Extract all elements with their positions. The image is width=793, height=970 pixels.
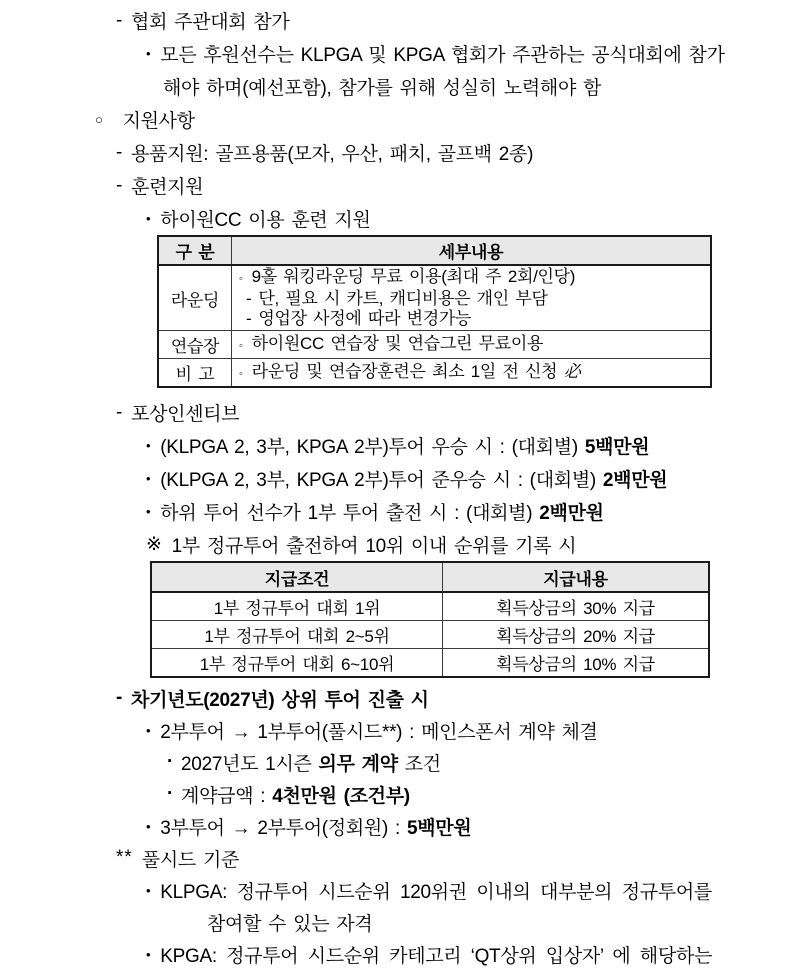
text-segment: 용품지원: 골프용품(모자, 우산, 패치, 골프백 2종)	[131, 144, 534, 165]
bullet-marker: •	[146, 438, 151, 453]
section-participation-and-support	[0, 4, 793, 235]
star2-marker: **	[116, 847, 133, 868]
ring-marker: ◦	[239, 367, 243, 380]
detail-line	[232, 334, 710, 356]
line-text	[131, 399, 239, 426]
text-segment: 1부 정규투어 출전하여 10위 이내 순위를 기록 시	[171, 536, 577, 557]
text-segment: 의무 계약	[318, 753, 398, 775]
text-segment: KPGA: 정규투어 시드순위 카테고리 ‘QT상위 입상자’ 에 해당하는	[160, 945, 712, 967]
line-text	[131, 7, 289, 34]
category-cell: 비 고	[158, 359, 232, 388]
doc-line	[0, 842, 793, 874]
line-text	[160, 941, 712, 968]
line-text	[160, 877, 712, 904]
table-row	[151, 592, 709, 621]
text-segment: KLPGA: 정규투어 시드순위 120위권 이내의 대부분의 정규투어를	[160, 881, 712, 903]
bullet-marker: •	[146, 818, 151, 834]
detail-line	[232, 289, 710, 309]
line-text	[163, 73, 601, 100]
doc-line	[0, 37, 793, 70]
text-segment: 하위 투어 선수가 1부 투어 출전 시 : (대회별)	[160, 503, 540, 524]
doc-line	[0, 136, 793, 169]
text-segment: 영업장 사정에 따라 변경가능	[258, 309, 472, 328]
details-cell	[232, 359, 712, 388]
line-text	[181, 749, 441, 776]
text-segment: 협회 주관대회 참가	[131, 12, 290, 33]
text-segment: 풀시드 기준	[141, 849, 240, 871]
text-segment: 2백만원	[602, 470, 668, 491]
text-segment: 2부투어 → 1부투어(풀시드**) : 메인스폰서 계약 체결	[160, 721, 598, 743]
table-row	[158, 265, 711, 331]
detail-line	[232, 267, 710, 289]
table-row	[158, 359, 711, 388]
category-cell: 연습장	[158, 331, 232, 359]
payout-cell: 획득상금의 30% 지급	[443, 592, 710, 621]
text-segment: 2027년도 1시즌	[181, 753, 319, 775]
doc-line	[0, 810, 793, 842]
header-cell: 세부내용	[232, 236, 712, 265]
payout-table	[150, 561, 710, 678]
line-text	[142, 845, 239, 872]
doc-line	[0, 70, 793, 103]
text-segment: 단, 필요 시 카트, 캐디비용은 개인 부담	[258, 289, 548, 308]
dash-marker: -	[116, 401, 123, 423]
details-cell	[232, 265, 712, 331]
bullet-marker: •	[146, 882, 151, 898]
table-row	[151, 621, 709, 649]
doc-line	[0, 202, 793, 235]
payout-cell: 획득상금의 20% 지급	[443, 621, 710, 649]
bullet-marker: •	[146, 471, 151, 486]
text-segment: 훈련지원	[131, 177, 204, 198]
text-segment: 포상인센티브	[131, 404, 240, 425]
line-text	[131, 139, 533, 166]
text-segment: 하이원CC 이용 훈련 지원	[160, 210, 371, 231]
doc-line	[0, 429, 793, 462]
text-segment: 차기년도(2027년) 상위 투어 진출 시	[131, 689, 429, 711]
doc-line	[0, 714, 793, 746]
circle-marker: ○	[95, 112, 103, 127]
dash-marker: -	[246, 289, 252, 308]
header-cell: 지급내용	[443, 562, 710, 592]
text-segment: 계약금액 :	[181, 785, 273, 807]
condition-cell: 1부 정규투어 대회 1위	[151, 592, 443, 621]
table-row	[158, 331, 711, 359]
doc-line	[0, 4, 793, 37]
line-text	[131, 172, 203, 199]
text-segment: 2백만원	[539, 503, 604, 524]
table-header-row	[158, 236, 711, 265]
ring-marker: ◦	[239, 339, 243, 352]
detail-line	[232, 362, 710, 384]
text-segment: 라운딩 및 연습장훈련은 최소 1일 전 신청	[251, 361, 564, 381]
bullet-marker: •	[146, 504, 151, 519]
bullet-marker: •	[146, 46, 151, 61]
doc-line	[0, 874, 793, 906]
line-text	[123, 106, 195, 133]
doc-line	[0, 396, 793, 429]
line-text	[160, 498, 603, 525]
dash-marker: -	[116, 687, 123, 708]
text-segment: 참여할 수 있는 자격	[207, 913, 373, 935]
condition-cell: 1부 정규투어 대회 2~5위	[151, 621, 443, 649]
line-text	[131, 685, 429, 712]
section-next-year-advancement	[0, 682, 793, 970]
header-cell: 구 분	[158, 236, 232, 265]
doc-line	[0, 103, 793, 136]
table-header-row	[151, 562, 709, 592]
text-segment: 3부투어 → 2부투어(정회원) :	[160, 817, 407, 839]
doc-line	[0, 938, 793, 970]
details-cell	[232, 331, 712, 359]
dash-marker: -	[116, 9, 123, 31]
line-text	[160, 717, 597, 744]
line-text	[160, 205, 370, 232]
line-text	[181, 781, 410, 808]
doc-line	[0, 169, 793, 202]
doc-line	[0, 528, 793, 561]
line-text	[160, 40, 724, 67]
dot-marker: ·	[167, 783, 174, 804]
text-segment: 9홀 워킹라운딩 무료 이용(최대 주 2회/인당)	[251, 267, 576, 286]
ref-marker: ※	[146, 534, 162, 555]
training-support-table	[157, 235, 712, 388]
line-text	[160, 432, 649, 459]
line-text	[172, 531, 577, 558]
text-segment: 必	[563, 361, 581, 381]
payout-cell: 획득상금의 10% 지급	[443, 649, 710, 678]
text-segment: 5백만원	[584, 437, 650, 458]
dash-marker: -	[116, 141, 123, 163]
text-segment: 지원사항	[122, 111, 195, 132]
text-segment: 하이원CC 연습장 및 연습그린 무료이용	[251, 333, 544, 353]
text-segment: 5백만원	[406, 817, 472, 839]
text-segment: 조건	[397, 753, 441, 775]
detail-line	[232, 309, 710, 329]
condition-cell: 1부 정규투어 대회 6~10위	[151, 649, 443, 678]
table-row	[151, 649, 709, 678]
doc-line	[0, 746, 793, 778]
text-segment: (KLPGA 2, 3부, KPGA 2부)투어 우승 시 : (대회별)	[160, 437, 585, 458]
ring-marker: ◦	[239, 273, 243, 285]
doc-line	[0, 682, 793, 714]
doc-line	[0, 495, 793, 528]
line-text	[160, 813, 471, 840]
doc-line	[0, 462, 793, 495]
bullet-marker: •	[146, 722, 151, 738]
line-text	[160, 465, 667, 492]
category-cell: 라운딩	[158, 265, 232, 331]
line-text	[207, 909, 372, 936]
bullet-marker: •	[146, 946, 151, 962]
text-segment: 4천만원 (조건부)	[272, 785, 410, 807]
text-segment: (KLPGA 2, 3부, KPGA 2부)투어 준우승 시 : (대회별)	[160, 470, 603, 491]
doc-line	[0, 906, 793, 938]
header-cell: 지급조건	[151, 562, 443, 592]
dash-marker: -	[116, 174, 123, 196]
doc-line	[0, 778, 793, 810]
text-segment: 모든 후원선수는 KLPGA 및 KPGA 협회가 주관하는 공식대회에 참가	[160, 45, 725, 66]
text-segment: 해야 하며(예선포함), 참가를 위해 성실히 노력해야 함	[163, 78, 602, 99]
bullet-marker: •	[146, 211, 151, 226]
section-incentives	[0, 396, 793, 561]
dash-marker: -	[246, 309, 252, 328]
dot-marker: ·	[167, 751, 174, 772]
